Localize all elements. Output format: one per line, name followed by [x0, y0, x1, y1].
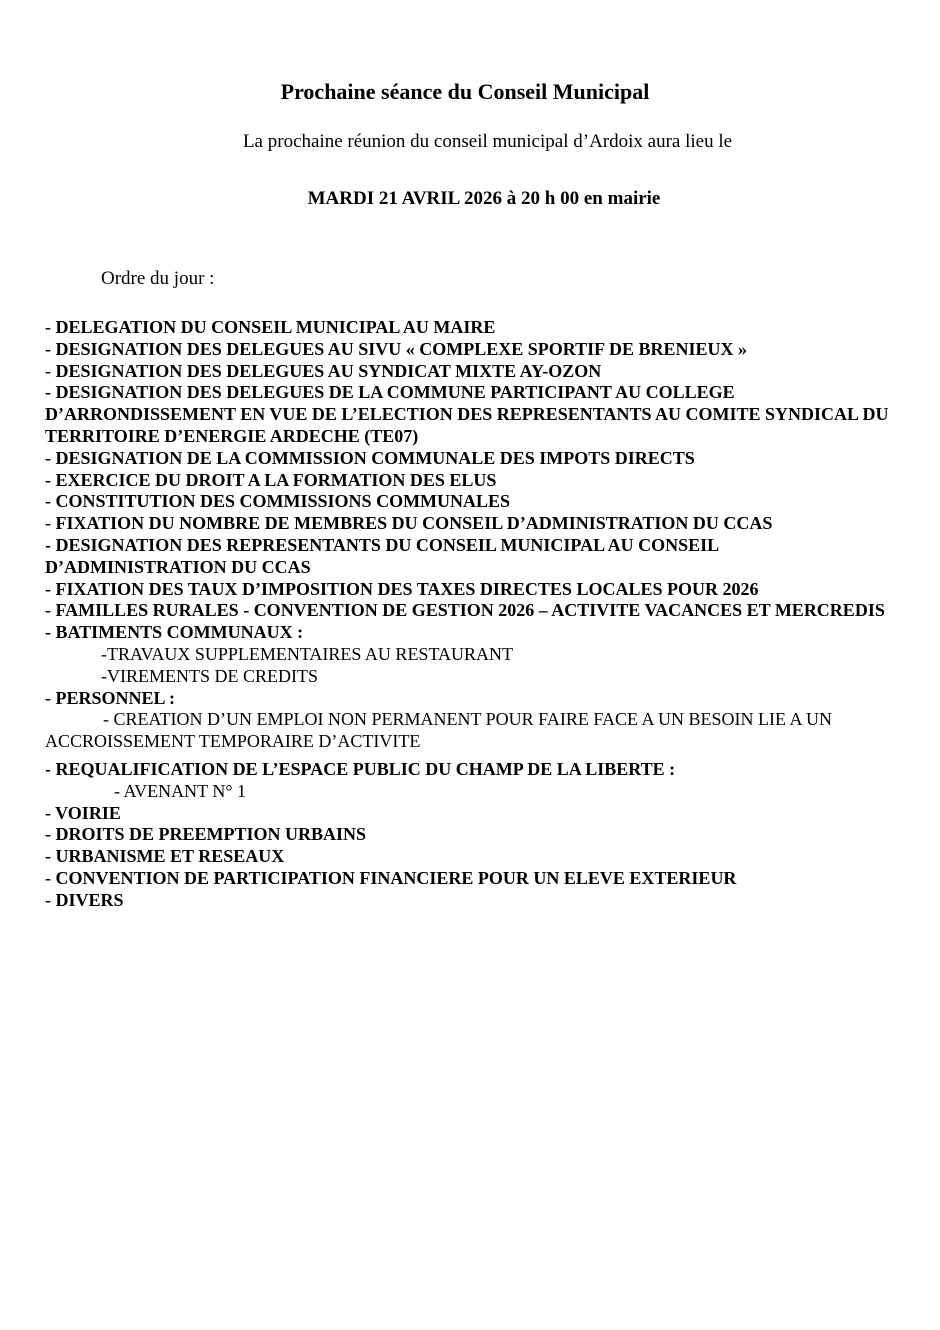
agenda-item: - VOIRIE — [45, 802, 121, 823]
agenda-item: - URBANISME ET RESEAUX — [45, 846, 285, 867]
agenda-item: - FIXATION DES TAUX D’IMPOSITION DES TAXES DIRECTES LOCALES POUR 2026 — [45, 578, 759, 599]
meeting-date: MARDI 21 AVRIL 2026 à 20 h 00 en mairie — [307, 188, 661, 209]
agenda-subitem: -VIREMENTS DE CREDITS — [101, 665, 318, 686]
agenda-item: - CONSTITUTION DES COMMISSIONS COMMUNALES — [45, 491, 511, 512]
agenda-item: - FIXATION DU NOMBRE DE MEMBRES DU CONSEIL D’ADMINISTRATION DU CCAS — [45, 513, 773, 534]
agenda-item: - DELEGATION DU CONSEIL MUNICIPAL AU MAIRE — [45, 317, 496, 337]
intro-text: La prochaine réunion du conseil municipal d’Ardoix aura lieu le — [242, 131, 733, 152]
agenda-item: - EXERCICE DU DROIT A LA FORMATION DES ELUS — [45, 469, 497, 490]
agenda-label: Ordre du jour : — [101, 268, 215, 289]
page-title: Prochaine séance du Conseil Municipal — [280, 79, 650, 104]
agenda-item: - DESIGNATION DES DELEGUES AU SIVU « COMPLEXE SPORTIF DE BRENIEUX » — [45, 338, 747, 359]
agenda-subitem: -TRAVAUX SUPPLEMENTAIRES AU RESTAURANT — [101, 643, 513, 664]
agenda-item: - FAMILLES RURALES - CONVENTION DE GESTION 2026 – ACTIVITE VACANCES ET MERCREDIS — [45, 600, 885, 621]
agenda-item: - REQUALIFICATION DE L’ESPACE PUBLIC DU CHAMP DE LA LIBERTE : — [45, 758, 676, 779]
agenda-item: - CONVENTION DE PARTICIPATION FINANCIERE POUR UN ELEVE EXTERIEUR — [45, 867, 737, 888]
agenda-item: - DESIGNATION DES DELEGUES AU SYNDICAT MIXTE AY-OZON — [45, 360, 602, 381]
agenda-item: - DIVERS — [45, 889, 124, 910]
agenda-item: - DESIGNATION DE LA COMMISSION COMMUNALE DES IMPOTS DIRECTS — [45, 447, 695, 468]
agenda-item: - PERSONNEL : — [45, 687, 176, 708]
agenda-subitem: - AVENANT N° 1 — [114, 780, 247, 801]
agenda-item: - DESIGNATION DES DELEGUES DE LA COMMUNE PARTICIPANT AU COLLEGE D’ARRONDISSEMENT EN VUE DE L’ELECTION DES REPRESENTANTS AU COMITE SYNDICAL DU TERRITOIRE D’ENERGIE ARDECHE (TE07) — [45, 382, 889, 446]
agenda-item: - DROITS DE PREEMPTION URBAINS — [45, 824, 367, 845]
agenda-item: - BATIMENTS COMMUNAUX : — [45, 622, 304, 643]
agenda-subitem: - CREATION D’UN EMPLOI NON PERMANENT POUR FAIRE FACE A UN BESOIN LIE A UN ACCROISSEMENT TEMPORAIRE D’ACTIVITE — [45, 709, 833, 752]
agenda-item: - DESIGNATION DES REPRESENTANTS DU CONSEIL MUNICIPAL AU CONSEIL D’ADMINISTRATION DU CCAS — [45, 534, 719, 577]
agenda-list — [45, 317, 895, 912]
